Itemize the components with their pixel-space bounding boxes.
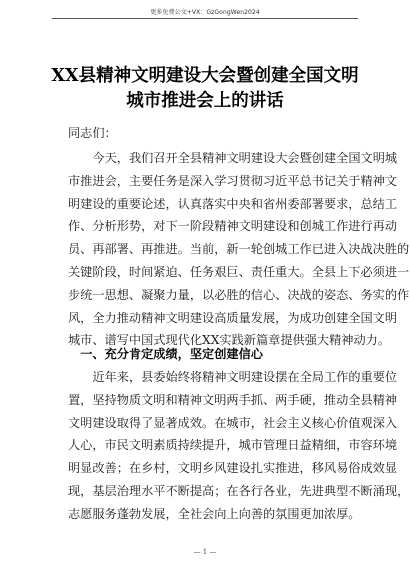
paragraph-line: 步统一思想、凝聚力量，以必胜的信心、决战的姿态、务实的作	[68, 287, 410, 302]
paragraph-intro	[68, 147, 410, 352]
page-number: — 1 —	[193, 548, 217, 556]
paragraph-line: 明显改善；在乡村，文明乡风建设扎实推进，移风易俗成效显	[68, 461, 398, 476]
paragraph-achievements	[68, 366, 410, 526]
paragraph-line: 明建设的重要论述，认真落实中央和省州委部署要求，总结工	[68, 196, 398, 211]
header-note: 更多免费公文+VX：GzGongWen2024	[150, 9, 260, 16]
paragraph-line: 关键阶段，时间紧迫、任务艰巨、责任重大。全县上下必须进一	[68, 264, 410, 279]
paragraph-line: 作、分析形势，对下一阶段精神文明建设和创城工作进行再动	[68, 219, 398, 234]
paragraph-line: 人心，市民文明素质持续提升，城市管理日益精细，市容环境	[68, 438, 398, 453]
salutation: 同志们：	[68, 126, 117, 140]
paragraph-line: 员、再部署、再推进。当前，新一轮创城工作已进入决战决胜的	[68, 242, 410, 257]
paragraph-line: 近年来，县委始终将精神文明建设摆在全局工作的重要位	[92, 370, 398, 384]
title-line: XX县精神文明建设大会暨创建全国文明	[51, 66, 359, 86]
paragraph-line: 今天，我们召开全县精神文明建设大会暨创建全国文明城	[92, 151, 398, 165]
document-title	[40, 64, 370, 114]
paragraph-line: 置，坚持物质文明和精神文明两手抓、两手硬，推动全县精神	[68, 392, 398, 407]
paragraph-line: 文明建设取得了显著成效。在城市，社会主义核心价值观深入	[68, 415, 398, 430]
title-line: 城市推进会上的讲话	[126, 91, 284, 111]
paragraph-line: 现，基层治理水平不断提高；在各行各业，先进典型不断涌现，	[68, 483, 410, 498]
paragraph-line: 市推进会，主要任务是深入学习贯彻习近平总书记关于精神文	[68, 173, 398, 188]
paragraph-line: 志愿服务蓬勃发展，全社会向上向善的氛围更加浓厚。	[68, 506, 361, 521]
paragraph-line: 城市、谱写中国式现代化XX实践新篇章提供强大精神动力。	[68, 333, 391, 348]
section-heading: 一、充分肯定成绩，坚定创建信心	[80, 347, 263, 361]
header-divider	[52, 18, 358, 19]
paragraph-line: 风，全力推动精神文明建设高质量发展，为成功创建全国文明	[68, 310, 398, 325]
